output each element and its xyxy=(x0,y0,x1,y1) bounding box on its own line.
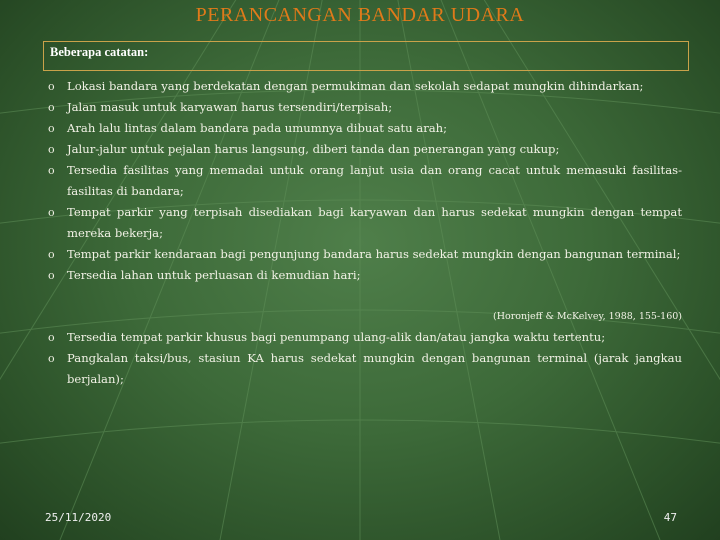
list-item xyxy=(48,265,682,286)
bullet-icon: o xyxy=(48,143,55,156)
bullet-icon: o xyxy=(48,80,55,93)
list-item xyxy=(48,118,682,139)
list-item xyxy=(48,160,682,202)
list-item-text: Jalan masuk untuk karyawan harus tersendiri/terpisah; xyxy=(67,100,393,114)
bullet-icon: o xyxy=(48,331,55,344)
list-item-text: Tersedia lahan untuk perluasan di kemudian hari; xyxy=(67,268,361,282)
list-item-text: Jalur-jalur untuk pejalan harus langsung, diberi tanda dan penerangan yang cukup; xyxy=(67,142,560,156)
list-item xyxy=(48,244,682,265)
bullet-icon: o xyxy=(48,101,55,114)
bullet-icon: o xyxy=(48,248,55,261)
note-label: Beberapa catatan: xyxy=(50,45,149,59)
list-item xyxy=(48,202,682,244)
bullet-list-primary xyxy=(48,76,682,286)
bullet-icon: o xyxy=(48,122,55,135)
bullet-icon: o xyxy=(48,164,55,177)
bullet-list-secondary xyxy=(48,327,682,390)
list-item-text: Lokasi bandara yang berdekatan dengan permukiman dan sekolah sedapat mungkin dihindarkan; xyxy=(67,79,644,93)
list-item xyxy=(48,348,682,390)
slide-date: 25/11/2020 xyxy=(45,511,112,524)
list-item xyxy=(48,97,682,118)
list-item xyxy=(48,327,682,348)
list-item-text: Tersedia tempat parkir khusus bagi penumpang ulang-alik dan/atau jangka waktu tertentu; xyxy=(67,330,606,344)
bullet-icon: o xyxy=(48,206,55,219)
list-item xyxy=(48,139,682,160)
bullet-icon: o xyxy=(48,352,55,365)
page-number: 47 xyxy=(663,511,677,524)
list-item-text: Arah lalu lintas dalam bandara pada umumnya dibuat satu arah; xyxy=(67,121,448,135)
list-item-text: Tempat parkir kendaraan bagi pengunjung bandara harus sedekat mungkin dengan bangunan terminal; xyxy=(67,247,681,261)
list-item xyxy=(48,76,682,97)
list-item-text: Tersedia fasilitas yang memadai untuk orang lanjut usia dan orang cacat untuk memasuki fasilitas-fasilitas di bandara; xyxy=(67,163,682,198)
list-item-text: Pangkalan taksi/bus, stasiun KA harus sedekat mungkin dengan bangunan terminal (jarak jangkau berjalan); xyxy=(67,351,682,386)
list-item-text: Tempat parkir yang terpisah disediakan bagi karyawan dan harus sedekat mungkin dengan tempat mereka bekerja; xyxy=(67,205,682,240)
bullet-icon: o xyxy=(48,269,55,282)
slide-title: PERANCANGAN BANDAR UDARA xyxy=(195,4,525,26)
citation: (Horonjeff & McKelvey, 1988, 155-160) xyxy=(493,311,682,322)
